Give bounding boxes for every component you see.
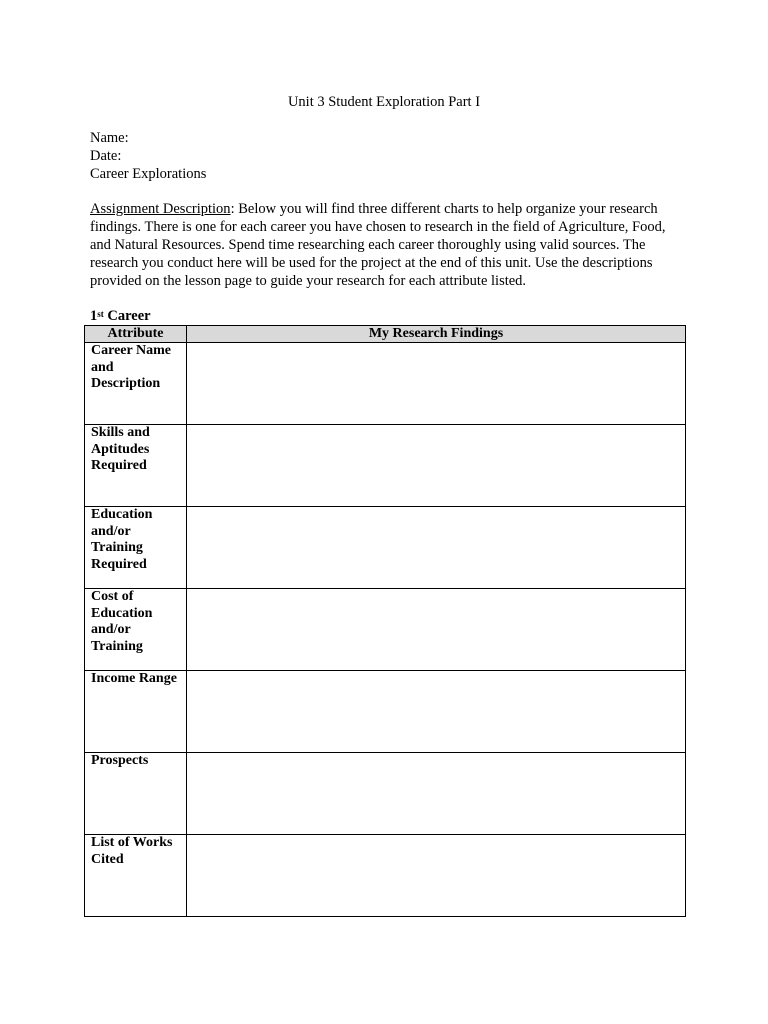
table-row: [85, 753, 686, 835]
findings-cell[interactable]: [187, 425, 686, 507]
attribute-cell: Cost of Education and/or Training: [85, 589, 187, 671]
findings-cell[interactable]: [187, 343, 686, 425]
findings-cell[interactable]: [187, 507, 686, 589]
table-row: [85, 835, 686, 917]
section-heading: [90, 307, 151, 325]
header-findings: My Research Findings: [187, 326, 686, 343]
assignment-description-lead: Assignment Description: [90, 201, 231, 217]
table-row: [85, 507, 686, 589]
findings-cell[interactable]: [187, 753, 686, 835]
section-suffix: st: [97, 309, 104, 319]
table-row: [85, 425, 686, 507]
attribute-cell: Income Range: [85, 671, 187, 753]
date-label: Date:: [90, 148, 122, 164]
section-label: Career: [103, 308, 151, 324]
attribute-cell: Education and/or Training Required: [85, 507, 187, 589]
subject-label: Career Explorations: [90, 166, 207, 182]
section-number: 1: [90, 308, 98, 324]
attribute-cell: Prospects: [85, 753, 187, 835]
findings-cell[interactable]: [187, 671, 686, 753]
attribute-cell: Career Name and Description: [85, 343, 187, 425]
table-header-row: [85, 326, 686, 343]
document-title: Unit 3 Student Exploration Part I: [287, 94, 481, 110]
findings-cell[interactable]: [187, 589, 686, 671]
table-row: [85, 589, 686, 671]
header-attribute: Attribute: [85, 326, 187, 343]
research-table: [84, 325, 686, 917]
assignment-description-text: : Below you will find three different charts to help organize your research findings. There is one for each career you have chosen to research in the field of Agriculture, Food, and Natural Resources. Spend time researching each career thoroughly using valid sources. The research you conduct here will be used for the project at the end of this unit. Use the descriptions provided on the lesson page to guide your research for each attribute listed.: [90, 201, 666, 289]
table-row: [85, 343, 686, 425]
name-label: Name:: [90, 130, 129, 146]
assignment-description: [90, 200, 680, 290]
table-row: [85, 671, 686, 753]
attribute-cell: List of Works Cited: [85, 835, 187, 917]
attribute-cell: Skills and Aptitudes Required: [85, 425, 187, 507]
findings-cell[interactable]: [187, 835, 686, 917]
